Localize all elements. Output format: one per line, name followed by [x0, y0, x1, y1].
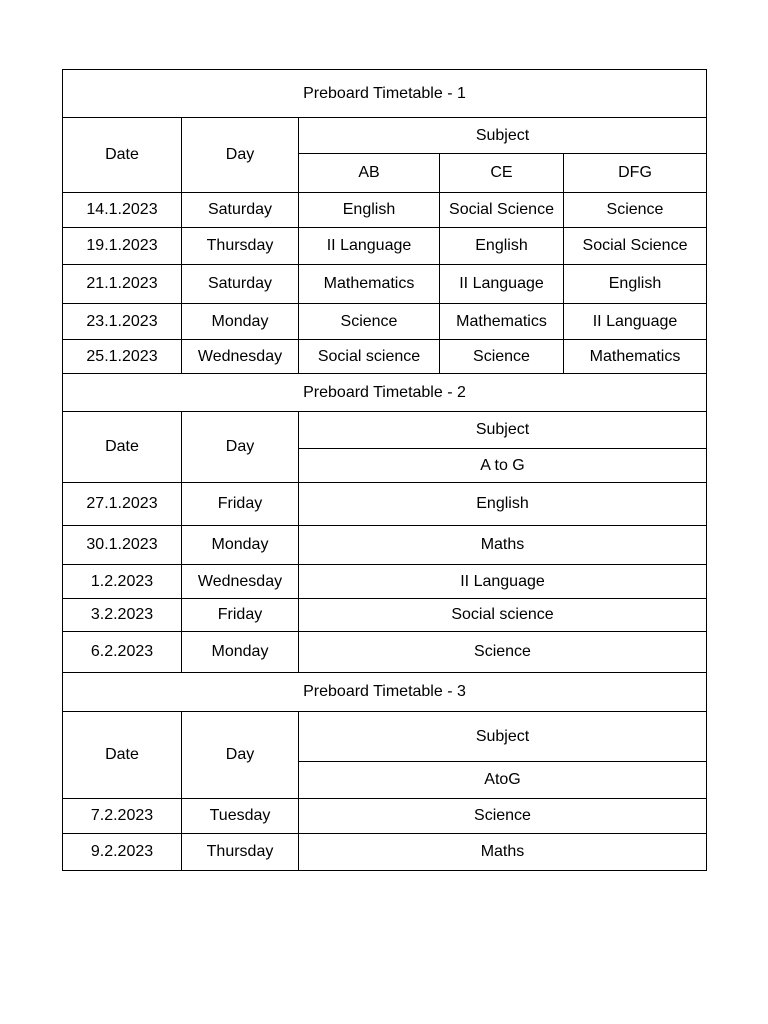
subject-cell: Maths — [299, 526, 707, 565]
day-cell: Friday — [182, 599, 299, 632]
header-row — [63, 118, 707, 154]
section-title: Preboard Timetable - 2 — [63, 374, 707, 412]
header-row — [63, 712, 707, 762]
subject-cell: Social Science — [440, 193, 564, 228]
group-header: A to G — [299, 449, 707, 483]
table-row — [63, 526, 707, 565]
day-cell: Monday — [182, 526, 299, 565]
day-cell: Wednesday — [182, 340, 299, 374]
section-title-row — [63, 374, 707, 412]
date-header: Date — [63, 118, 182, 193]
day-header: Day — [182, 118, 299, 193]
date-header: Date — [63, 412, 182, 483]
group-header: DFG — [564, 154, 707, 193]
subject-header: Subject — [299, 118, 707, 154]
subject-cell: Science — [299, 304, 440, 340]
date-cell: 6.2.2023 — [63, 632, 182, 673]
subject-cell: II Language — [440, 265, 564, 304]
day-cell: Monday — [182, 304, 299, 340]
date-cell: 3.2.2023 — [63, 599, 182, 632]
section-title-row — [63, 673, 707, 712]
day-cell: Monday — [182, 632, 299, 673]
timetable-table — [62, 69, 707, 871]
subject-cell: Science — [440, 340, 564, 374]
subject-cell: II Language — [299, 565, 707, 599]
group-header: AB — [299, 154, 440, 193]
subject-cell: English — [299, 483, 707, 526]
table-row — [63, 193, 707, 228]
date-header: Date — [63, 712, 182, 799]
header-row — [63, 412, 707, 449]
group-header: AtoG — [299, 762, 707, 799]
day-cell: Thursday — [182, 228, 299, 265]
date-cell: 1.2.2023 — [63, 565, 182, 599]
section-title: Preboard Timetable - 3 — [63, 673, 707, 712]
subject-cell: Mathematics — [440, 304, 564, 340]
table-row — [63, 304, 707, 340]
day-cell: Friday — [182, 483, 299, 526]
timetable-sheet — [62, 69, 706, 871]
subject-cell: Mathematics — [299, 265, 440, 304]
day-header: Day — [182, 412, 299, 483]
date-cell: 21.1.2023 — [63, 265, 182, 304]
subject-header: Subject — [299, 712, 707, 762]
section-title: Preboard Timetable - 1 — [63, 70, 707, 118]
subject-cell: English — [564, 265, 707, 304]
day-cell: Saturday — [182, 193, 299, 228]
table-row — [63, 340, 707, 374]
date-cell: 7.2.2023 — [63, 799, 182, 834]
subject-cell: Science — [299, 799, 707, 834]
subject-cell: Social science — [299, 340, 440, 374]
day-cell: Saturday — [182, 265, 299, 304]
day-cell: Tuesday — [182, 799, 299, 834]
day-cell: Wednesday — [182, 565, 299, 599]
subject-cell: II Language — [299, 228, 440, 265]
subject-cell: II Language — [564, 304, 707, 340]
table-row — [63, 799, 707, 834]
section-title-row — [63, 70, 707, 118]
subject-cell: English — [299, 193, 440, 228]
group-header: CE — [440, 154, 564, 193]
date-cell: 27.1.2023 — [63, 483, 182, 526]
date-cell: 30.1.2023 — [63, 526, 182, 565]
subject-cell: Maths — [299, 834, 707, 871]
table-row — [63, 228, 707, 265]
date-cell: 23.1.2023 — [63, 304, 182, 340]
date-cell: 19.1.2023 — [63, 228, 182, 265]
table-row — [63, 483, 707, 526]
subject-cell: Social science — [299, 599, 707, 632]
table-row — [63, 632, 707, 673]
table-row — [63, 265, 707, 304]
date-cell: 25.1.2023 — [63, 340, 182, 374]
subject-cell: Mathematics — [564, 340, 707, 374]
date-cell: 14.1.2023 — [63, 193, 182, 228]
subject-header: Subject — [299, 412, 707, 449]
date-cell: 9.2.2023 — [63, 834, 182, 871]
table-row — [63, 565, 707, 599]
table-row — [63, 834, 707, 871]
subject-cell: Science — [299, 632, 707, 673]
subject-cell: Social Science — [564, 228, 707, 265]
subject-cell: Science — [564, 193, 707, 228]
day-cell: Thursday — [182, 834, 299, 871]
day-header: Day — [182, 712, 299, 799]
subject-cell: English — [440, 228, 564, 265]
table-row — [63, 599, 707, 632]
